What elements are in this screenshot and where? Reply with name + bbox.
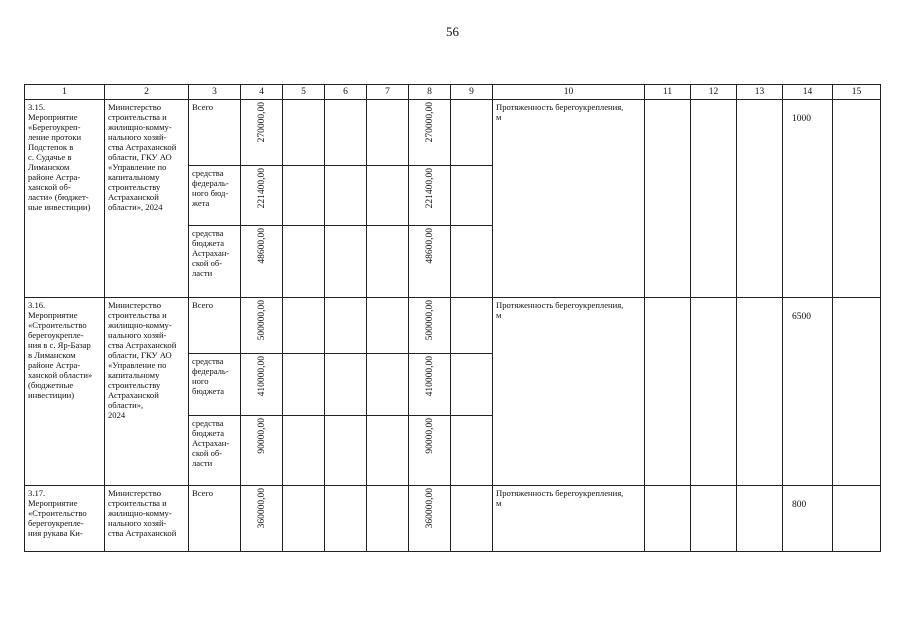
empty-cell: [367, 298, 409, 354]
empty-cell: [325, 226, 367, 298]
empty-cell: [737, 100, 783, 298]
funding-source-cell: Всего: [189, 298, 241, 354]
empty-cell: [325, 416, 367, 486]
amount-cell: [409, 226, 451, 298]
empty-cell: [737, 486, 783, 552]
empty-cell: [367, 100, 409, 166]
amount-value: 500000,00: [424, 300, 435, 341]
col-header: 11: [645, 85, 691, 100]
indicator-value: 6500: [792, 312, 811, 322]
executor-cell: Министерство строительства и жилищно-комму- нального хозяй- ства Астраханской области, ГКУ АО «Управление по капитальному строительству Астраханской области», 2024: [105, 100, 189, 298]
empty-cell: [833, 298, 881, 486]
amount-value: 221400,00: [256, 168, 267, 209]
col-header: 13: [737, 85, 783, 100]
empty-cell: [283, 226, 325, 298]
col-header: 8: [409, 85, 451, 100]
empty-cell: [645, 486, 691, 552]
amount-value: 270000,00: [424, 102, 435, 143]
table-row: [25, 298, 881, 354]
table-row: [25, 486, 881, 552]
empty-cell: [451, 100, 493, 166]
empty-cell: [367, 416, 409, 486]
empty-cell: [283, 354, 325, 416]
indicator-value: 1000: [792, 114, 811, 124]
empty-cell: [325, 166, 367, 226]
empty-cell: [645, 298, 691, 486]
col-header: 7: [367, 85, 409, 100]
amount-cell: [241, 226, 283, 298]
indicator-cell: Протяженность берегоукрепления, м: [493, 486, 645, 552]
col-header: 4: [241, 85, 283, 100]
funding-source-cell: средства бюджета Астрахан- ской об- ласти: [189, 226, 241, 298]
indicator-value: 800: [792, 500, 807, 510]
empty-cell: [325, 100, 367, 166]
empty-cell: [283, 166, 325, 226]
amount-cell: [409, 166, 451, 226]
empty-cell: [367, 166, 409, 226]
funding-source-cell: средства бюджета Астрахан- ской об- ласти: [189, 416, 241, 486]
col-header: 3: [189, 85, 241, 100]
amount-value: 90000,00: [256, 418, 267, 454]
empty-cell: [451, 354, 493, 416]
amount-value: 360000,00: [424, 488, 435, 529]
indicator-value-cell: [783, 298, 833, 486]
empty-cell: [451, 486, 493, 552]
amount-cell: [241, 354, 283, 416]
empty-cell: [283, 298, 325, 354]
measure-cell: 3.15. Мероприятие «Берегоукреп- ление протоки Подстепок в с. Судачье в Лиманском районе Астра- ханской об- ласти» (бюджет- ные инвестиции): [25, 100, 105, 298]
indicator-value-cell: [783, 100, 833, 298]
amount-cell: [241, 298, 283, 354]
page-number: 56: [446, 24, 459, 39]
empty-cell: [451, 226, 493, 298]
amount-value: 270000,00: [256, 102, 267, 143]
empty-cell: [691, 298, 737, 486]
col-header: 12: [691, 85, 737, 100]
col-header: 15: [833, 85, 881, 100]
measure-cell: 3.16. Мероприятие «Строительство берегоукрепле- ния в с. Яр-Базар в Лиманском районе Астра- ханской области» (бюджетные инвестиции): [25, 298, 105, 486]
indicator-cell: Протяженность берегоукрепления, м: [493, 298, 645, 486]
executor-cell: Министерство строительства и жилищно-комму- нального хозяй- ства Астраханской: [105, 486, 189, 552]
amount-value: 48600,00: [256, 228, 267, 264]
empty-cell: [833, 100, 881, 298]
amount-cell: [241, 416, 283, 486]
amount-value: 221400,00: [424, 168, 435, 209]
executor-cell: Министерство строительства и жилищно-комму- нального хозяй- ства Астраханской области, ГКУ АО «Управление по капитальному строительству Астраханской области», 2024: [105, 298, 189, 486]
amount-cell: [409, 100, 451, 166]
measure-cell: 3.17. Мероприятие «Строительство берегоукрепле- ния рукава Ки-: [25, 486, 105, 552]
indicator-value-cell: [783, 486, 833, 552]
amount-value: 500000,00: [256, 300, 267, 341]
funding-source-cell: средства федераль- ного бюд- жета: [189, 166, 241, 226]
empty-cell: [367, 486, 409, 552]
col-header: 2: [105, 85, 189, 100]
table-row: [25, 100, 881, 166]
program-table: [24, 84, 881, 552]
empty-cell: [833, 486, 881, 552]
col-header: 14: [783, 85, 833, 100]
amount-value: 410000,00: [424, 356, 435, 397]
amount-value: 90000,00: [424, 418, 435, 454]
empty-cell: [451, 298, 493, 354]
col-header: 9: [451, 85, 493, 100]
indicator-cell: Протяженность берегоукрепления, м: [493, 100, 645, 298]
col-header: 1: [25, 85, 105, 100]
empty-cell: [283, 100, 325, 166]
amount-value: 360000,00: [256, 488, 267, 529]
amount-cell: [241, 166, 283, 226]
empty-cell: [325, 486, 367, 552]
empty-cell: [737, 298, 783, 486]
funding-source-cell: Всего: [189, 100, 241, 166]
empty-cell: [367, 354, 409, 416]
empty-cell: [325, 298, 367, 354]
amount-cell: [409, 298, 451, 354]
header-row: [25, 85, 881, 100]
col-header: 5: [283, 85, 325, 100]
empty-cell: [691, 100, 737, 298]
amount-cell: [409, 486, 451, 552]
funding-source-cell: Всего: [189, 486, 241, 552]
amount-value: 48600,00: [424, 228, 435, 264]
amount-cell: [241, 100, 283, 166]
col-header: 6: [325, 85, 367, 100]
empty-cell: [691, 486, 737, 552]
amount-value: 410000,00: [256, 356, 267, 397]
empty-cell: [325, 354, 367, 416]
empty-cell: [451, 166, 493, 226]
funding-source-cell: средства федераль- ного бюджета: [189, 354, 241, 416]
col-header: 10: [493, 85, 645, 100]
empty-cell: [283, 486, 325, 552]
empty-cell: [367, 226, 409, 298]
empty-cell: [283, 416, 325, 486]
amount-cell: [409, 354, 451, 416]
amount-cell: [409, 416, 451, 486]
empty-cell: [645, 100, 691, 298]
empty-cell: [451, 416, 493, 486]
amount-cell: [241, 486, 283, 552]
